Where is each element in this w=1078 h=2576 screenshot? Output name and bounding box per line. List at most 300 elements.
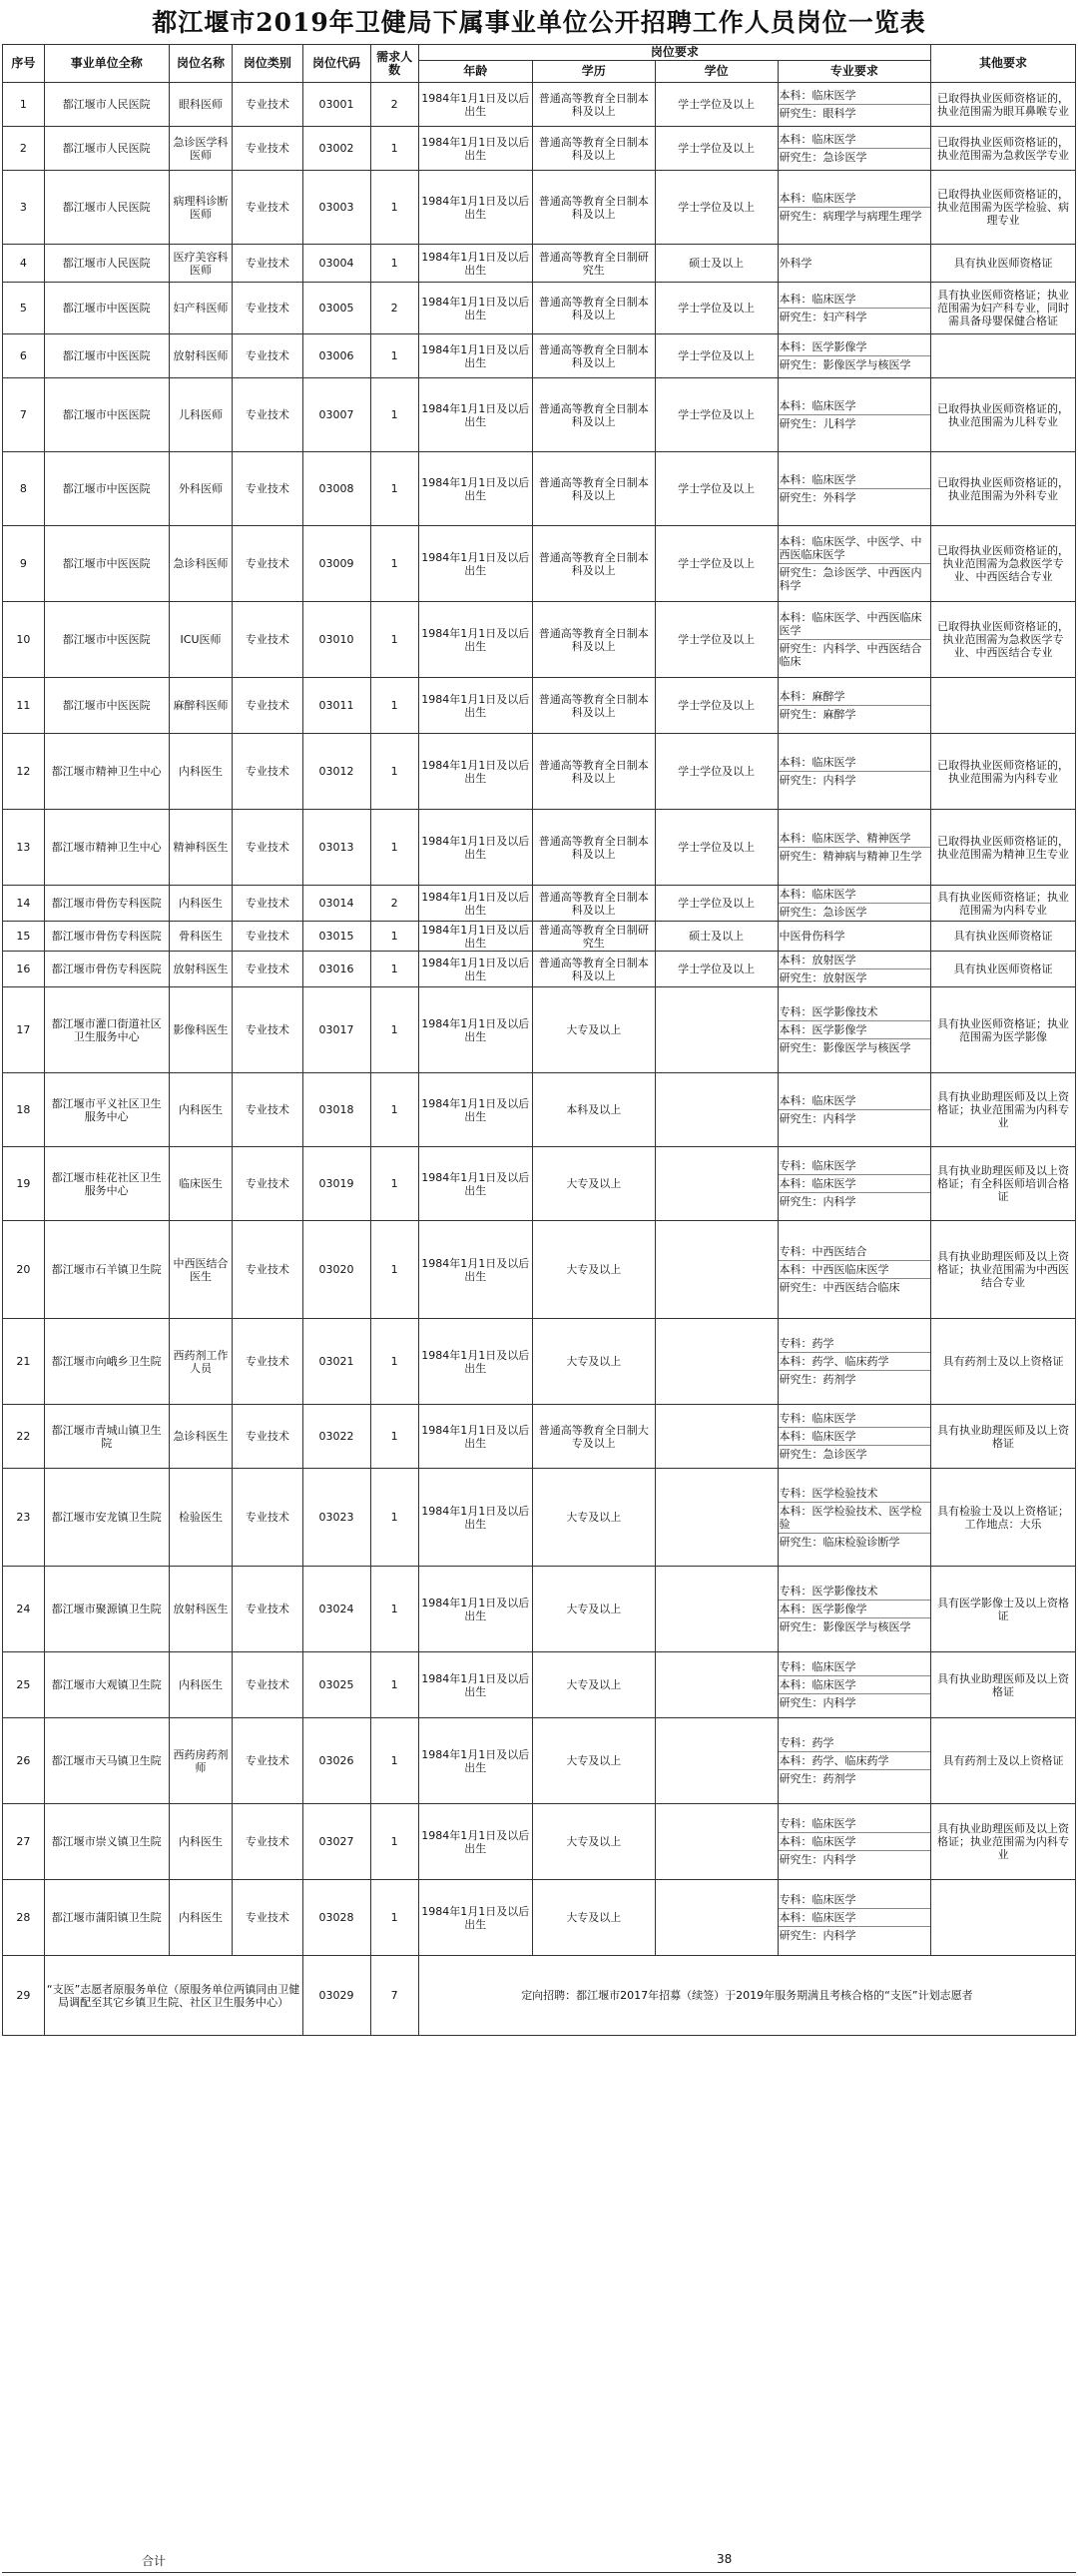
cell-degree: 学士学位及以上: [655, 83, 778, 127]
cell-unit: 都江堰市精神卫生中心: [44, 734, 169, 810]
cell-edu: 普通高等教育全日制本科及以上: [532, 734, 655, 810]
major-line: 本科：临床医学: [779, 1832, 931, 1850]
table-row: [3, 245, 1076, 283]
major-line: 本科：临床医学: [779, 399, 856, 412]
cell-degree: 学士学位及以上: [655, 526, 778, 602]
cell-major: [778, 1221, 931, 1319]
cell-position: 妇产科医师: [169, 283, 233, 334]
cell-other: 具有执业助理医师及以上资格证；有全科医师培训合格证: [931, 1147, 1076, 1221]
table-row: [3, 602, 1076, 678]
cell-degree: [655, 1319, 778, 1405]
cell-position: 临床医生: [169, 1147, 233, 1221]
cell-age: 1984年1月1日及以后出生: [418, 1405, 532, 1469]
cell-count: 1: [370, 127, 418, 171]
major-line: 研究生：内科学、中西医结合临床: [779, 639, 931, 670]
cell-major: [778, 1073, 931, 1147]
major-line: 本科：临床医学: [779, 473, 856, 486]
cell-category: 专业技术: [233, 1567, 302, 1652]
cell-edu: 普通高等教育全日制本科及以上: [532, 171, 655, 245]
cell-code: 03001: [302, 83, 370, 127]
major-line: 研究生：麻醉学: [779, 705, 931, 723]
cell-category: 专业技术: [233, 952, 302, 987]
cell-other: 已取得执业医师资格证的，执业范围需为急救医学专业、中西医结合专业: [931, 602, 1076, 678]
table-footer: [2, 2546, 1076, 2573]
table-row: [3, 378, 1076, 452]
cell-degree: 学士学位及以上: [655, 334, 778, 378]
cell-unit: 都江堰市人民医院: [44, 127, 169, 171]
cell-count: 1: [370, 1469, 418, 1567]
cell-other: 已取得执业医师资格证的，执业范围需为医学检验、病理专业: [931, 171, 1076, 245]
cell-age: 1984年1月1日及以后出生: [418, 1718, 532, 1804]
table-row: [3, 1469, 1076, 1567]
cell-position: 内科医生: [169, 886, 233, 922]
cell-code: 03009: [302, 526, 370, 602]
cell-edu: 普通高等教育全日制本科及以上: [532, 886, 655, 922]
cell-degree: 学士学位及以上: [655, 678, 778, 734]
cell-unit: 都江堰市灌口街道社区卫生服务中心: [44, 987, 169, 1073]
cell-other: 具有执业医师资格证；执业范围需为内科专业: [931, 886, 1076, 922]
cell-age: 1984年1月1日及以后出生: [418, 283, 532, 334]
cell-count: 1: [370, 810, 418, 886]
table-row: [3, 83, 1076, 127]
cell-seq: 16: [3, 952, 45, 987]
cell-age: 1984年1月1日及以后出生: [418, 1652, 532, 1718]
major-line: 外科学: [779, 257, 812, 270]
cell-major: [778, 1652, 931, 1718]
cell-category: 专业技术: [233, 334, 302, 378]
major-line: 专科：中西医结合: [779, 1245, 867, 1258]
cell-count: 1: [370, 1147, 418, 1221]
cell-category: 专业技术: [233, 1147, 302, 1221]
cell-position: 麻醉科医师: [169, 678, 233, 734]
cell-code: 03010: [302, 602, 370, 678]
cell-edu: 普通高等教育全日制本科及以上: [532, 378, 655, 452]
cell-category: 专业技术: [233, 1319, 302, 1405]
table-row: [3, 1718, 1076, 1804]
cell-degree: 学士学位及以上: [655, 602, 778, 678]
cell-category: 专业技术: [233, 734, 302, 810]
cell-position: 急诊科医师: [169, 526, 233, 602]
cell-unit: 都江堰市中医医院: [44, 283, 169, 334]
cell-count: 1: [370, 452, 418, 526]
cell-code: 03011: [302, 678, 370, 734]
table-row: [3, 452, 1076, 526]
cell-code: 03027: [302, 1804, 370, 1880]
cell-age: 1984年1月1日及以后出生: [418, 1147, 532, 1221]
cell-count: 1: [370, 922, 418, 952]
cell-count: 1: [370, 734, 418, 810]
major-line: 专科：临床医学: [779, 1412, 856, 1425]
cell-major: [778, 127, 931, 171]
header-other: 其他要求: [931, 45, 1076, 83]
cell-seq: 12: [3, 734, 45, 810]
cell-seq: 19: [3, 1147, 45, 1221]
cell-edu: 普通高等教育全日制本科及以上: [532, 952, 655, 987]
cell-count: 1: [370, 1652, 418, 1718]
cell-position: 病理科诊断医师: [169, 171, 233, 245]
cell-category: 专业技术: [233, 526, 302, 602]
cell-unit: 都江堰市骨伤专科医院: [44, 922, 169, 952]
cell-seq: 23: [3, 1469, 45, 1567]
table-row: [3, 952, 1076, 987]
cell-other: 具有执业医师资格证；执业范围需为妇产科专业，同时需具备母婴保健合格证: [931, 283, 1076, 334]
cell-major: [778, 1469, 931, 1567]
page-title: 都江堰市2019年卫健局下属事业单位公开招聘工作人员岗位一览表: [152, 8, 926, 37]
cell-code: 03002: [302, 127, 370, 171]
major-line: 研究生：病理学与病理生理学: [779, 207, 931, 225]
cell-category: 专业技术: [233, 1804, 302, 1880]
cell-major: [778, 987, 931, 1073]
cell-age: 1984年1月1日及以后出生: [418, 171, 532, 245]
cell-degree: 学士学位及以上: [655, 886, 778, 922]
cell-category: 专业技术: [233, 1718, 302, 1804]
major-line: 研究生：急诊医学、中西医内科学: [779, 563, 931, 594]
table-row: [3, 922, 1076, 952]
cell-category: 专业技术: [233, 886, 302, 922]
table-row: [3, 1880, 1076, 1956]
cell-age: 1984年1月1日及以后出生: [418, 378, 532, 452]
cell-age: 1984年1月1日及以后出生: [418, 734, 532, 810]
cell-edu: 大专及以上: [532, 1880, 655, 1956]
cell-unit: 都江堰市桂花社区卫生服务中心: [44, 1147, 169, 1221]
table-row: [3, 987, 1076, 1073]
major-line: 专科：医学检验技术: [779, 1486, 878, 1500]
cell-category: 专业技术: [233, 810, 302, 886]
cell-unit: 都江堰市精神卫生中心: [44, 810, 169, 886]
major-line: 研究生：内科学: [779, 1109, 931, 1127]
cell-major: [778, 734, 931, 810]
cell-age: 1984年1月1日及以后出生: [418, 1221, 532, 1319]
cell-code: 03024: [302, 1567, 370, 1652]
cell-unit: 都江堰市人民医院: [44, 171, 169, 245]
cell-seq: 27: [3, 1804, 45, 1880]
cell-unit: 都江堰市人民医院: [44, 245, 169, 283]
table-row: [3, 1221, 1076, 1319]
cell-position: 急诊科医生: [169, 1405, 233, 1469]
cell-age: 1984年1月1日及以后出生: [418, 810, 532, 886]
cell-category: 专业技术: [233, 1469, 302, 1567]
cell-age: 1984年1月1日及以后出生: [418, 334, 532, 378]
cell-age: 1984年1月1日及以后出生: [418, 987, 532, 1073]
cell-edu: 大专及以上: [532, 1804, 655, 1880]
cell-age: 1984年1月1日及以后出生: [418, 678, 532, 734]
cell-other: [931, 1880, 1076, 1956]
cell-code: 03003: [302, 171, 370, 245]
cell-category: 专业技术: [233, 452, 302, 526]
cell-age: 1984年1月1日及以后出生: [418, 1567, 532, 1652]
cell-seq: 4: [3, 245, 45, 283]
cell-edu: 普通高等教育全日制本科及以上: [532, 678, 655, 734]
cell-code: 03004: [302, 245, 370, 283]
cell-edu: 大专及以上: [532, 1147, 655, 1221]
cell-edu: 大专及以上: [532, 1469, 655, 1567]
cell-count: 1: [370, 526, 418, 602]
job-table: [2, 44, 1076, 2036]
cell-major: [778, 922, 931, 952]
cell-other: 已取得执业医师资格证的，执业范围需为急救医学专业: [931, 127, 1076, 171]
cell-seq: 26: [3, 1718, 45, 1804]
table-row: [3, 1804, 1076, 1880]
cell-seq: 28: [3, 1880, 45, 1956]
major-line: 本科：医学检验技术、医学检验: [779, 1502, 931, 1533]
cell-unit: 都江堰市骨伤专科医院: [44, 952, 169, 987]
cell-count: 1: [370, 334, 418, 378]
cell-edu: 大专及以上: [532, 987, 655, 1073]
cell-code: 03014: [302, 886, 370, 922]
table-row: [3, 1405, 1076, 1469]
major-line: 专科：医学影像技术: [779, 1005, 878, 1018]
cell-major: [778, 678, 931, 734]
cell-position: 内科医生: [169, 1652, 233, 1718]
cell-code: 03023: [302, 1469, 370, 1567]
cell-age: 1984年1月1日及以后出生: [418, 245, 532, 283]
table-row: [3, 334, 1076, 378]
cell-age: 1984年1月1日及以后出生: [418, 922, 532, 952]
cell-count: 7: [370, 1956, 418, 2036]
cell-degree: 学士学位及以上: [655, 127, 778, 171]
cell-seq: 2: [3, 127, 45, 171]
cell-degree: 学士学位及以上: [655, 734, 778, 810]
cell-degree: 学士学位及以上: [655, 283, 778, 334]
major-line: 本科：临床医学: [779, 192, 856, 205]
cell-position: 内科医生: [169, 1073, 233, 1147]
table-row: [3, 678, 1076, 734]
table-row: [3, 171, 1076, 245]
cell-seq: 7: [3, 378, 45, 452]
cell-major: [778, 1147, 931, 1221]
cell-code: 03017: [302, 987, 370, 1073]
cell-other: 具有药剂士及以上资格证: [931, 1718, 1076, 1804]
header-edu: 学历: [532, 61, 655, 83]
table-row: [3, 526, 1076, 602]
cell-other: 已取得执业医师资格证的，执业范围需为精神卫生专业: [931, 810, 1076, 886]
cell-degree: 学士学位及以上: [655, 378, 778, 452]
major-line: 研究生：妇产科学: [779, 308, 931, 325]
cell-other: 具有执业助理医师及以上资格证: [931, 1652, 1076, 1718]
cell-position: 内科医生: [169, 1804, 233, 1880]
cell-category: 专业技术: [233, 922, 302, 952]
major-line: 本科：临床医学: [779, 293, 856, 306]
cell-unit: 都江堰市中医医院: [44, 378, 169, 452]
table-row: [3, 283, 1076, 334]
header-count: 需求人数: [370, 45, 418, 83]
cell-position: 西药剂工作人员: [169, 1319, 233, 1405]
cell-category: 专业技术: [233, 1405, 302, 1469]
major-line: 本科：临床医学: [779, 888, 856, 901]
cell-other: 具有执业医师资格证: [931, 245, 1076, 283]
cell-other: 具有药剂士及以上资格证: [931, 1319, 1076, 1405]
cell-edu: 普通高等教育全日制本科及以上: [532, 283, 655, 334]
major-line: 研究生：影像医学与核医学: [779, 1038, 931, 1056]
cell-count: 1: [370, 602, 418, 678]
major-line: 本科：临床医学、精神医学: [779, 832, 911, 845]
cell-position: 医疗美容科医师: [169, 245, 233, 283]
cell-unit: 都江堰市中医医院: [44, 452, 169, 526]
cell-seq: 25: [3, 1652, 45, 1718]
cell-age: 1984年1月1日及以后出生: [418, 526, 532, 602]
cell-unit: 都江堰市中医医院: [44, 526, 169, 602]
cell-seq: 15: [3, 922, 45, 952]
cell-count: 1: [370, 1319, 418, 1405]
cell-other: 具有执业医师资格证；执业范围需为医学影像: [931, 987, 1076, 1073]
major-line: 专科：临床医学: [779, 1660, 856, 1673]
major-line: 本科：临床医学: [779, 1174, 931, 1192]
cell-unit: 都江堰市中医医院: [44, 678, 169, 734]
major-line: 研究生：放射医学: [779, 968, 931, 986]
header-unit: 事业单位全称: [44, 45, 169, 83]
cell-major: [778, 1804, 931, 1880]
major-line: 研究生：影像医学与核医学: [779, 355, 931, 373]
cell-unit: 都江堰市崇义镇卫生院: [44, 1804, 169, 1880]
cell-position: 放射科医生: [169, 1567, 233, 1652]
major-line: 研究生：急诊医学: [779, 903, 931, 921]
cell-category: 专业技术: [233, 1652, 302, 1718]
cell-age: 1984年1月1日及以后出生: [418, 1319, 532, 1405]
cell-code: 03008: [302, 452, 370, 526]
footer-label: 合计: [142, 2554, 167, 2568]
cell-category: 专业技术: [233, 83, 302, 127]
cell-code: 03007: [302, 378, 370, 452]
cell-other: 具有执业医师资格证: [931, 952, 1076, 987]
cell-other: 具有执业助理医师及以上资格证；执业范围需为中西医结合专业: [931, 1221, 1076, 1319]
major-line: 本科：临床医学、中医学、中西医临床医学: [779, 535, 922, 561]
cell-count: 1: [370, 987, 418, 1073]
cell-other: 已取得执业医师资格证的，执业范围需为儿科专业: [931, 378, 1076, 452]
cell-major: [778, 952, 931, 987]
cell-count: 1: [370, 1718, 418, 1804]
cell-position: 外科医师: [169, 452, 233, 526]
major-line: 专科：临床医学: [779, 1893, 856, 1906]
table-row: [3, 734, 1076, 810]
cell-age: 1984年1月1日及以后出生: [418, 127, 532, 171]
major-line: 研究生：儿科学: [779, 414, 931, 432]
major-line: 研究生：中西医结合临床: [779, 1278, 931, 1296]
cell-degree: [655, 1073, 778, 1147]
cell-unit: 都江堰市中医医院: [44, 602, 169, 678]
cell-other: 具有执业助理医师及以上资格证；执业范围需为内科专业: [931, 1073, 1076, 1147]
cell-age: 1984年1月1日及以后出生: [418, 886, 532, 922]
cell-category: 专业技术: [233, 127, 302, 171]
cell-other: [931, 678, 1076, 734]
major-line: 本科：临床医学、中西医临床医学: [779, 611, 922, 637]
cell-code: 03020: [302, 1221, 370, 1319]
cell-major: [778, 452, 931, 526]
cell-seq: 29: [3, 1956, 45, 2036]
cell-degree: 学士学位及以上: [655, 952, 778, 987]
cell-degree: 硕士及以上: [655, 245, 778, 283]
cell-seq: 24: [3, 1567, 45, 1652]
cell-major: [778, 1718, 931, 1804]
cell-category: 专业技术: [233, 987, 302, 1073]
cell-other: 已取得执业医师资格证的，执业范围需为急救医学专业、中西医结合专业: [931, 526, 1076, 602]
cell-edu: 普通高等教育全日制本科及以上: [532, 334, 655, 378]
major-line: 本科：医学影像学: [779, 1600, 931, 1617]
cell-count: 2: [370, 283, 418, 334]
cell-code: 03019: [302, 1147, 370, 1221]
cell-edu: 普通高等教育全日制本科及以上: [532, 526, 655, 602]
cell-seq: 8: [3, 452, 45, 526]
cell-code: 03028: [302, 1880, 370, 1956]
cell-other: 具有执业助理医师及以上资格证；执业范围需为内科专业: [931, 1804, 1076, 1880]
cell-count: 1: [370, 171, 418, 245]
cell-other: 已取得执业医师资格证的，执业范围需为眼耳鼻喉专业: [931, 83, 1076, 127]
cell-count: 1: [370, 1221, 418, 1319]
cell-category: 专业技术: [233, 283, 302, 334]
cell-edu: 大专及以上: [532, 1718, 655, 1804]
cell-age: 1984年1月1日及以后出生: [418, 952, 532, 987]
header-category: 岗位类别: [233, 45, 302, 83]
cell-category: 专业技术: [233, 1221, 302, 1319]
cell-other: 具有执业助理医师及以上资格证: [931, 1405, 1076, 1469]
major-line: 研究生：内科学: [779, 1693, 931, 1711]
cell-seq: 9: [3, 526, 45, 602]
cell-edu: 大专及以上: [532, 1221, 655, 1319]
cell-edu: 普通高等教育全日制大专及以上: [532, 1405, 655, 1469]
cell-position: 放射科医师: [169, 334, 233, 378]
cell-code: 03026: [302, 1718, 370, 1804]
major-line: 研究生：内科学: [779, 1926, 931, 1944]
cell-unit: 都江堰市向峨乡卫生院: [44, 1319, 169, 1405]
major-line: 研究生：眼科学: [779, 104, 931, 122]
cell-unit: 都江堰市中医医院: [44, 334, 169, 378]
major-line: 研究生：影像医学与核医学: [779, 1617, 931, 1635]
cell-count: 1: [370, 1567, 418, 1652]
cell-seq: 3: [3, 171, 45, 245]
cell-other: 具有执业医师资格证: [931, 922, 1076, 952]
cell-unit: 都江堰市石羊镇卫生院: [44, 1221, 169, 1319]
cell-unit: 都江堰市骨伤专科医院: [44, 886, 169, 922]
cell-seq: 10: [3, 602, 45, 678]
cell-edu: 普通高等教育全日制研究生: [532, 922, 655, 952]
major-line: 本科：临床医学: [779, 1094, 856, 1107]
cell-count: 2: [370, 886, 418, 922]
cell-age: 1984年1月1日及以后出生: [418, 1804, 532, 1880]
cell-seq: 6: [3, 334, 45, 378]
cell-other: 具有检验士及以上资格证；工作地点：大乐: [931, 1469, 1076, 1567]
cell-code: 03013: [302, 810, 370, 886]
cell-position: 儿科医师: [169, 378, 233, 452]
cell-degree: [655, 1469, 778, 1567]
cell-count: 1: [370, 1880, 418, 1956]
major-line: 本科：临床医学: [779, 1427, 931, 1445]
table-row: [3, 1652, 1076, 1718]
table-row: [3, 1319, 1076, 1405]
cell-code: 03022: [302, 1405, 370, 1469]
major-line: 本科：放射医学: [779, 954, 856, 966]
cell-seq: 5: [3, 283, 45, 334]
cell-seq: 20: [3, 1221, 45, 1319]
cell-seq: 21: [3, 1319, 45, 1405]
cell-degree: [655, 1147, 778, 1221]
major-line: 研究生：药剂学: [779, 1769, 931, 1787]
major-line: 本科：麻醉学: [779, 690, 845, 703]
cell-degree: [655, 1880, 778, 1956]
cell-position: 放射科医生: [169, 952, 233, 987]
major-line: 本科：医学影像学: [779, 340, 867, 353]
cell-major: [778, 1405, 931, 1469]
cell-major: [778, 245, 931, 283]
table-row: [3, 1567, 1076, 1652]
major-line: 本科：药学、临床药学: [779, 1751, 931, 1769]
major-line: 研究生：急诊医学: [779, 148, 931, 166]
cell-other: [931, 334, 1076, 378]
header-degree: 学位: [655, 61, 778, 83]
cell-unit: “支医”志愿者原服务单位（原服务单位两镇同由卫健局调配至其它乡镇卫生院、社区卫生服务中心）: [44, 1956, 302, 2036]
footer-total: 38: [717, 2552, 733, 2566]
cell-category: 专业技术: [233, 678, 302, 734]
major-line: 专科：医学影像技术: [779, 1585, 878, 1598]
cell-edu: 普通高等教育全日制本科及以上: [532, 83, 655, 127]
